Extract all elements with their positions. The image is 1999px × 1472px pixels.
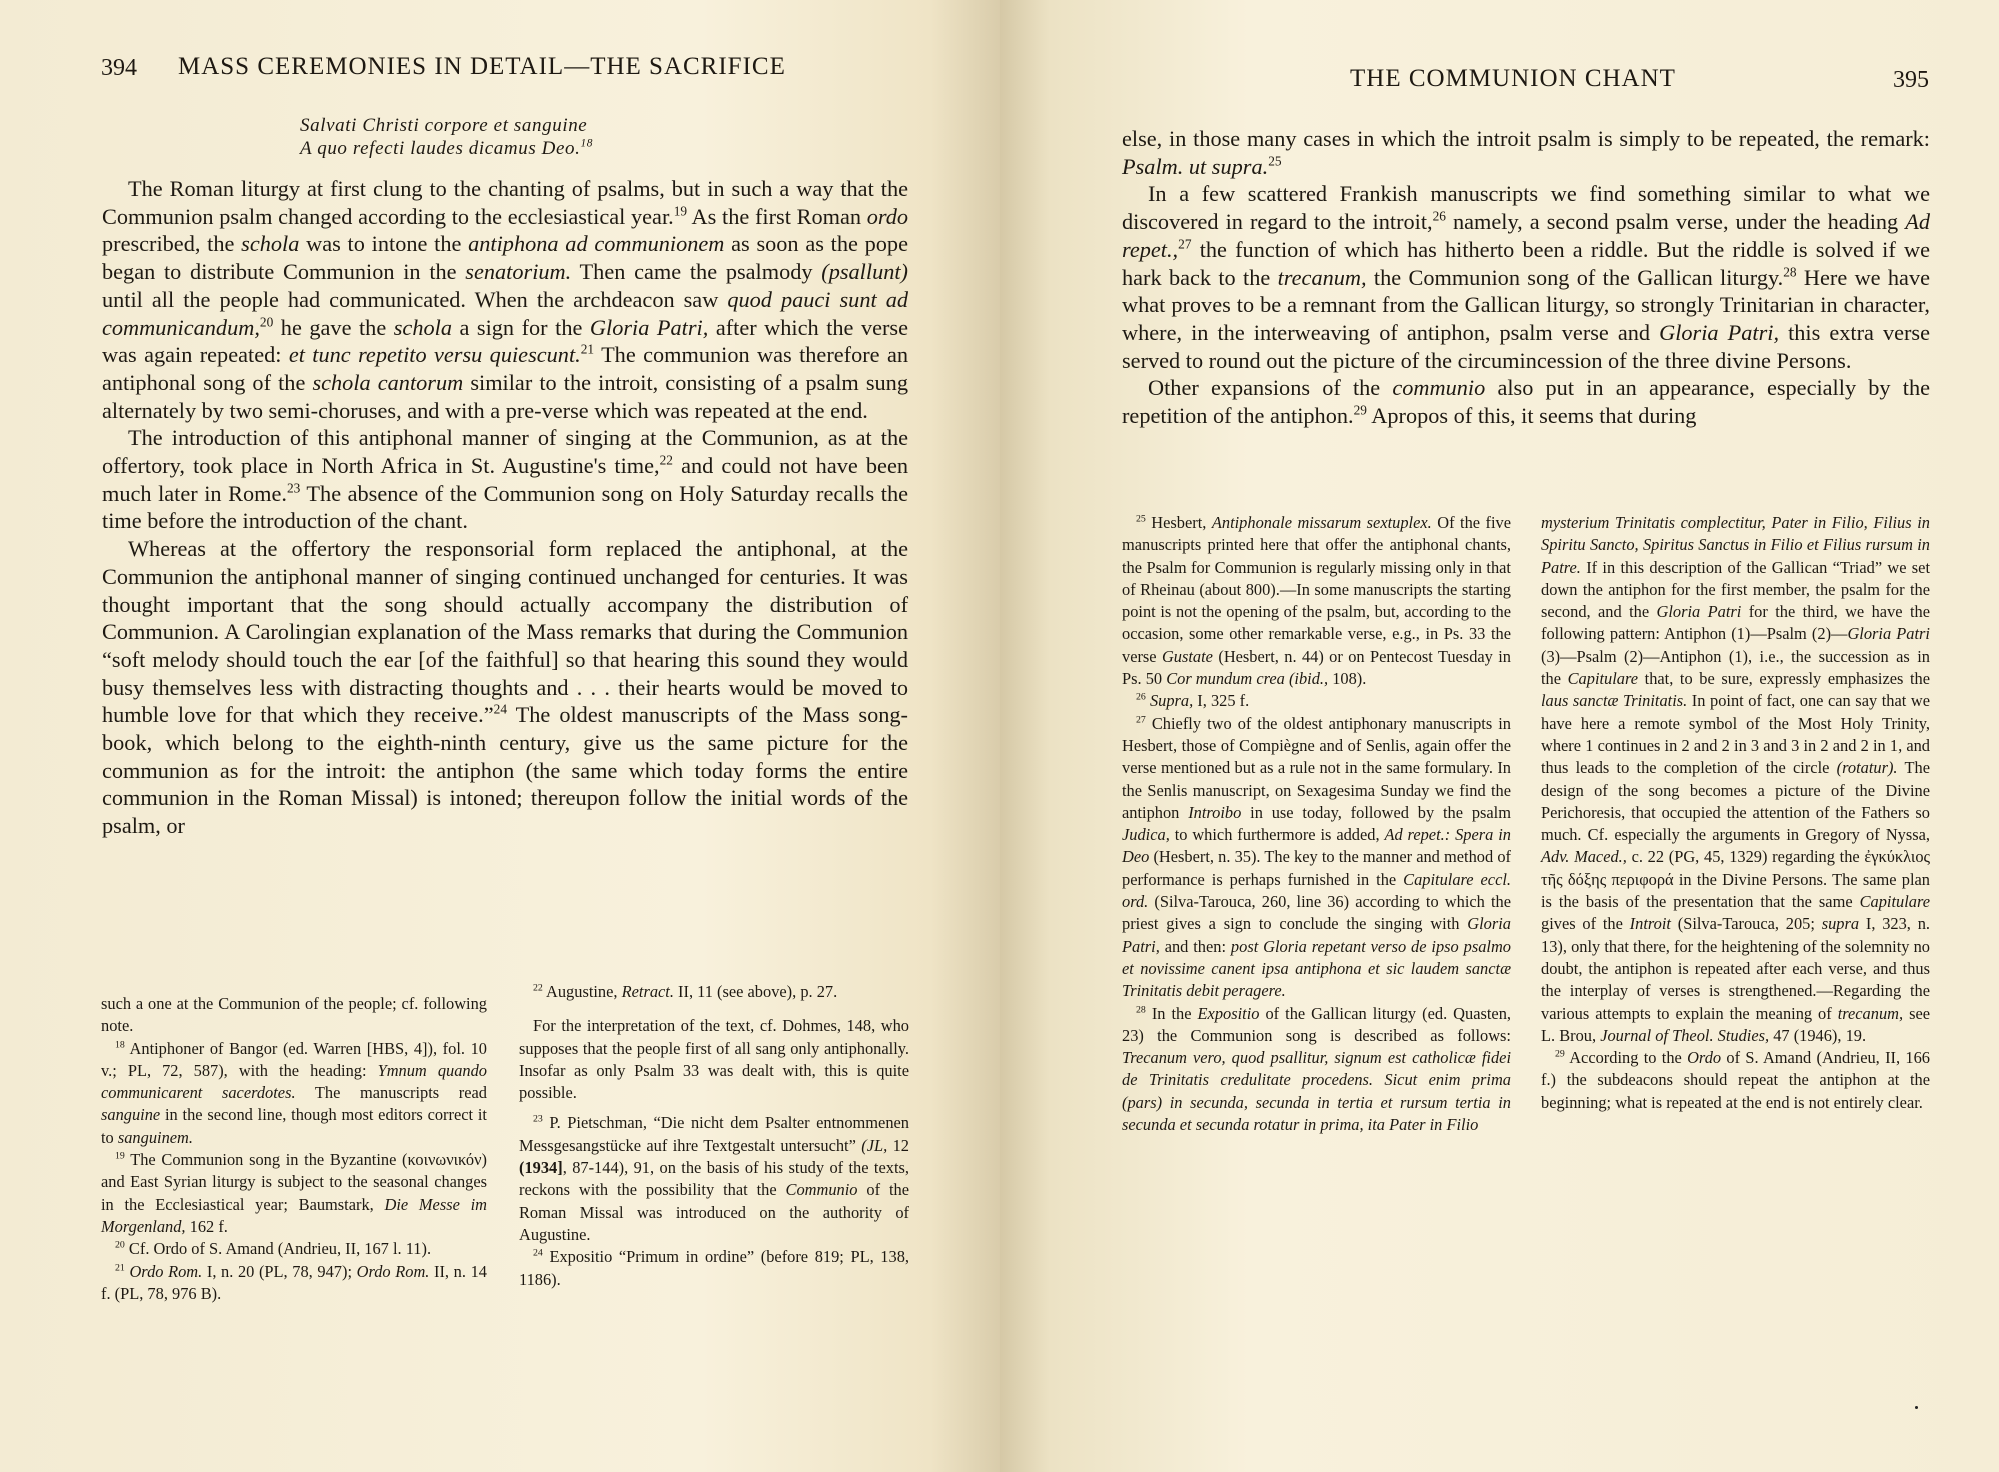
- footnote: $^{18}$ Antiphoner of Bangor (ed. Warren [HBS, 4]), fol. 10 v.; PL, 72, 587), with the heading: Ymnum quando communicarent sacerdotes. The manuscripts read sanguine in the second line, though most editors correct it to sanguinem.: [101, 1038, 487, 1147]
- footnote: such a one at the Communion of the people; cf. following note.: [101, 994, 487, 1036]
- paragraph: Other expansions of the communio also put in an appearance, especially by the repetition of the antiphon.$^{29}$ Apropos of this, it seems that during: [1122, 375, 1930, 429]
- footnote: $^{22}$ Augustine, Retract. II, 11 (see above), p. 27.: [533, 982, 838, 1001]
- epigraph-line: A quo refecti laudes dicamus Deo.$^{18}$: [300, 137, 594, 159]
- footnote: $^{20}$ Cf. Ordo of S. Amand (Andrieu, II, 167 l. 11).: [115, 1239, 432, 1259]
- footnote: $^{29}$ According to the Ordo of S. Amand (Andrieu, II, 166 f.) the subdeacons should repeat the antiphon at the beginning; what is repeated at the end is not entirely clear.: [1541, 1048, 1930, 1112]
- page-number: 394: [101, 55, 137, 81]
- footnote: $^{25}$ Hesbert, Antiphonale missarum sextuplex. Of the five manuscripts printed here that offer the antiphonal chants, the Psalm for Communion is regularly missing only in that of Rheinau (about 800).—In some manuscripts the starting point is not the opening of the psalm, but, according to the occasion, some other remarkable verse, e.g., in Ps. 33 the verse Gustate (Hesbert, n. 44) or on Pentecost Tuesday in Ps. 50 Cor mundum crea (ibid., 108).: [1122, 513, 1511, 689]
- footnote: $^{28}$ In the Expositio of the Gallican liturgy (ed. Quasten, 23) the Communion song is described as follows: Trecanum vero, quod psallitur, signum est catholicæ fidei de Trinitatis credulitate procedens. Sicut enim prima (pars) in secunda, secunda in tertia et rursum tertia in secunda et secunda rotatur in prima, ita Pater in Filio: [1122, 1003, 1511, 1135]
- main-text: [102, 175, 908, 840]
- paragraph: In a few scattered Frankish manuscripts we find something similar to what we discovered in regard to the introit,$^{26}$ namely, a second psalm verse, under the heading Ad repet.,$^{27}$ the function of which has hitherto been a riddle. But the riddle is solved if we hark back to the trecanum, the Communion song of the Gallican liturgy.$^{28}$ Here we have what proves to be a remnant from the Gallican liturgy, so strongly Trinitarian in character, where, in the interweaving of antiphon, psalm verse and Gloria Patri, this extra verse served to round out the picture of the circumincession of the three divine Persons.: [1122, 181, 1930, 373]
- running-head: MASS CEREMONIES IN DETAIL—THE SACRIFICE: [178, 53, 786, 80]
- epigraph: [300, 114, 593, 160]
- main-text: [1122, 125, 1930, 430]
- footnote: $^{19}$ The Communion song in the Byzantine (κοινωνικόν) and East Syrian liturgy is subject to the seasonal changes in the Ecclesiastical year; Baumstark, Die Messe im Morgenland, 162 f.: [101, 1150, 487, 1236]
- paragraph: Whereas at the offertory the responsorial form replaced the antiphonal, at the Communion the antiphonal manner of singing continued unchanged for centuries. It was thought important that the song should actually accompany the distribution of Communion. A Carolingian explanation of the Mass remarks that during the Communion “soft melody should touch the ear [of the faithful] so that hearing this sound they would busy themselves less with distracting thoughts and . . . their hearts would be moved to humble love for that which they receive.”$^{24}$ The oldest manuscripts of the Mass song-book, which belong to the eighth-ninth century, give us the same picture for the communion as for the introit: the antiphon (the same which today forms the entire communion in the Roman Missal) is intoned; thereupon follow the initial words of the psalm, or: [102, 536, 908, 839]
- footnote: $^{24}$ Expositio “Primum in ordine” (before 819; PL, 138, 1186).: [519, 1247, 909, 1289]
- paragraph: The Roman liturgy at first clung to the chanting of psalms, but in such a way that the Communion psalm changed according to the ecclesiastical year.$^{19}$ As the first Roman ordo prescribed, the schola was to intone the antiphona ad communionem as soon as the pope began to distribute Communion in the senatorium. Then came the psalmody (psallunt) until all the people had communicated. When the archdeacon saw quod pauci sunt ad communicandum,$^{20}$ he gave the schola a sign for the Gloria Patri, after which the verse was again repeated: et tunc repetito versu quiescunt.$^{21}$ The communion was therefore an antiphonal song of the schola cantorum similar to the introit, consisting of a psalm sung alternately by two semi-choruses, and with a pre-verse which was repeated at the end.: [102, 176, 908, 423]
- footnotes-column: [519, 981, 909, 1291]
- epigraph-line: Salvati Christi corpore et sanguine: [300, 115, 588, 136]
- paragraph: The introduction of this antiphonal manner of singing at the Communion, as at the offertory, took place in North Africa in St. Augustine's time,$^{22}$ and could not have been much later in Rome.$^{23}$ The absence of the Communion song on Holy Saturday recalls the time before the introduction of the chant.: [102, 425, 909, 534]
- right-page: [1000, 0, 1999, 1472]
- footnote: $^{23}$ P. Pietschman, “Die nicht dem Psalter entnommenen Messgesangstücke auf ihre Textgestalt untersucht” (JL, 12 (1934], 87-144), 91, on the basis of his study of the texts, reckons with the possibility that the Communio of the Roman Missal was introduced on the authority of Augustine.: [519, 1113, 909, 1244]
- footnotes-column: [101, 993, 487, 1305]
- running-head: THE COMMUNION CHANT: [1350, 65, 1676, 92]
- footnote: For the interpretation of the text, cf. Dohmes, 148, who supposes that the people first of all sang only antiphonally. Insofar as only Psalm 33 was dealt with, this is quite possible.: [519, 1016, 909, 1103]
- footnotes-column: [1541, 512, 1930, 1114]
- footnote: $^{26}$ Supra, I, 325 f.: [1136, 691, 1250, 711]
- page-number: 395: [1893, 67, 1929, 93]
- footnotes-column: [1122, 512, 1511, 1136]
- footnote: mysterium Trinitatis complectitur, Pater in Filio, Filius in Spiritu Sancto, Spiritus Sanctus in Filio et Filius rursum in Patre. If in this description of the Gallican “Triad” we set down the antiphon for the first member, the psalm for the second, and the Gloria Patri for the third, we have the following pattern: Antiphon (1)—Psalm (2)—Gloria Patri (3)—Psalm (2)—Antiphon (1), i.e., the succession as in the Capitulare that, to be sure, expressly emphasizes the laus sanctæ Trinitatis. In point of fact, one can say that we have here a remote symbol of the Most Holy Trinity, where 1 continues in 2 and 2 in 3 and 3 in 2 and 2 in 1, and thus leads to the completion of the circle (rotatur). The design of the song becomes a picture of the Divine Perichoresis, that occupied the attention of the Fathers so much. Cf. especially the arguments in Gregory of Nyssa, Adv. Maced., c. 22 (PG, 45, 1329) regarding the ἐγκύκλιος τῆς δόξης περιφορά in the Divine Persons. The same plan is the basis of the presentation that the same Capitulare gives of the Introit (Silva-Tarouca, 205; supra I, 323, n. 13), only that there, for the heightening of the solemnity no doubt, the antiphon is repeated after each verse, and thus the interplay of verses is strengthened.—Regarding the various attempts to explain the meaning of trecanum, see L. Brou, Journal of Theol. Studies, 47 (1946), 19.: [1541, 513, 1931, 1045]
- footnote: $^{27}$ Chiefly two of the oldest antiphonary manuscripts in Hesbert, those of Compiègne and of Senlis, again offer the verse mentioned but as a rule not in the same formulary. In the Senlis manuscript, on Sexagesima Sunday we find the antiphon Introibo in use today, followed by the psalm Judica, to which furthermore is added, Ad repet.: Spera in Deo (Hesbert, n. 35). The key to the manner and method of performance is perhaps furnished in the Capitulare eccl. ord. (Silva-Tarouca, 260, line 36) according to which the priest gives a sign to conclude the singing with Gloria Patri, and then: post Gloria repetant verso de ipso psalmo et novissime canent ipsa antiphona et sic laudem sanctæ Trinitatis debit peragere.: [1122, 713, 1511, 1001]
- footnote: $^{21}$ Ordo Rom. I, n. 20 (PL, 78, 947); Ordo Rom. II, n. 14 f. (PL, 78, 976 B).: [101, 1261, 487, 1303]
- stray-mark: [1915, 1406, 1918, 1409]
- paragraph: else, in those many cases in which the introit psalm is simply to be repeated, the remark: Psalm. ut supra.$^{25}$: [1122, 126, 1930, 179]
